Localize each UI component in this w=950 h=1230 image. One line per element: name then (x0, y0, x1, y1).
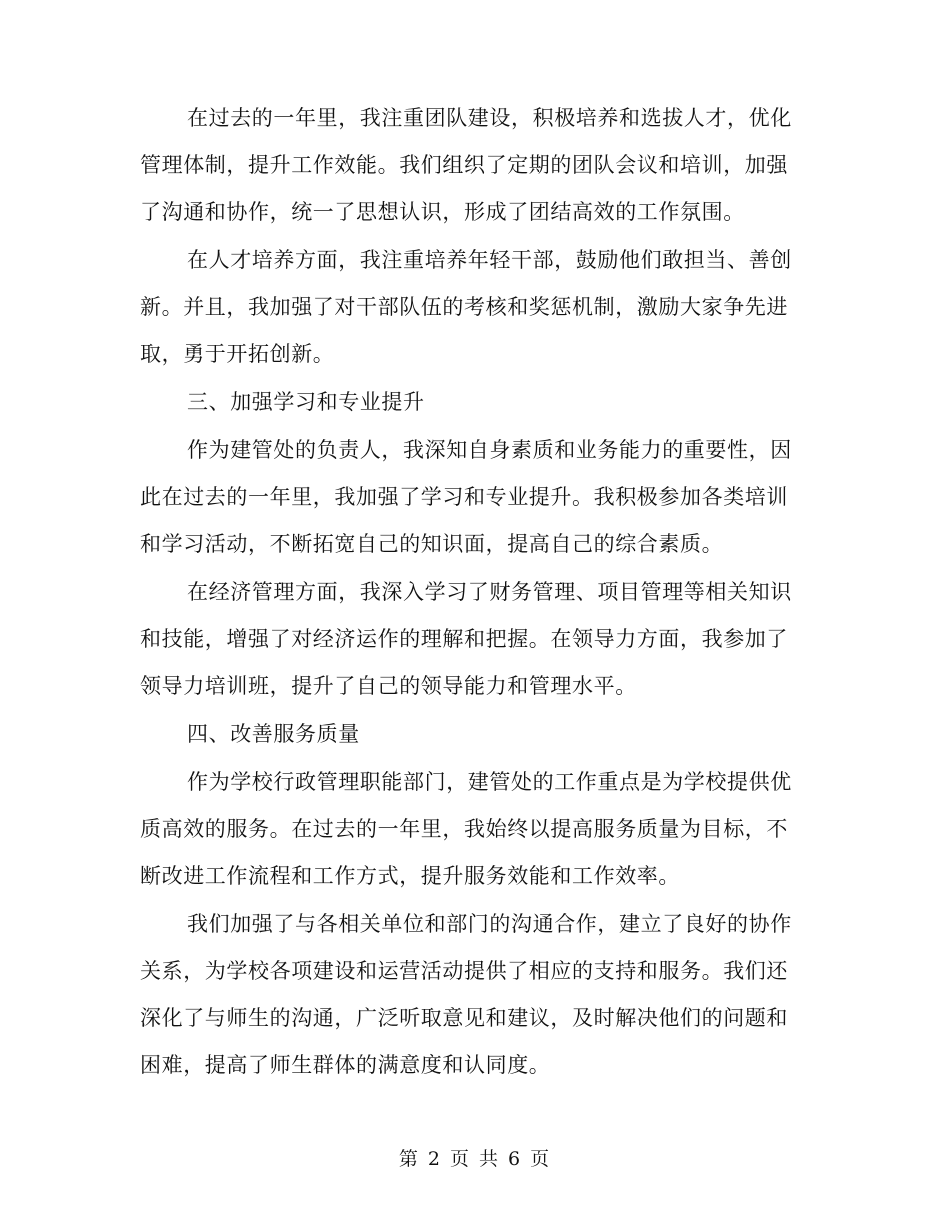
paragraph-economic-management (140, 569, 800, 710)
paragraph-communication-cooperation (140, 901, 800, 1089)
paragraph-line: 质高效的服务。在过去的一年里，我始终以提高服务质量为目标，不 (140, 817, 788, 841)
paragraph-line: 关系，为学校各项建设和运营活动提供了相应的支持和服务。我们还 (140, 959, 788, 983)
paragraph-line: 深化了与师生的沟通，广泛听取意见和建议，及时解决他们的问题和 (140, 1006, 788, 1030)
paragraph-line: 在经济管理方面，我深入学习了财务管理、项目管理等相关知识 (187, 580, 792, 604)
paragraph-study-responsibility (140, 427, 800, 568)
section-heading-4: 四、改善服务质量 (187, 722, 360, 746)
paragraph-line: 新。并且，我加强了对干部队伍的考核和奖惩机制，激励大家争先进 (140, 295, 788, 319)
paragraph-line: 管理体制，提升工作效能。我们组织了定期的团队会议和培训，加强 (140, 153, 788, 177)
paragraph-line: 在人才培养方面，我注重培养年轻干部，鼓励他们敢担当、善创 (187, 248, 792, 272)
document-body (140, 95, 800, 1090)
section-heading-3: 三、加强学习和专业提升 (187, 390, 425, 414)
paragraph-line: 此在过去的一年里，我加强了学习和专业提升。我积极参加各类培训 (140, 485, 788, 509)
paragraph-line: 和学习活动，不断拓宽自己的知识面，提高自己的综合素质。 (140, 532, 724, 556)
page-number-footer: 第 2 页 共 6 页 (398, 1148, 552, 1170)
paragraph-line: 了沟通和协作，统一了思想认识，形成了团结高效的工作氛围。 (140, 200, 745, 224)
paragraph-line: 断改进工作流程和工作方式，提升服务效能和工作效率。 (140, 864, 680, 888)
paragraph-line: 和技能，增强了对经济运作的理解和把握。在领导力方面，我参加了 (140, 627, 788, 651)
paragraph-line: 在过去的一年里，我注重团队建设，积极培养和选拔人才，优化 (187, 106, 792, 130)
paragraph-service-focus (140, 759, 800, 900)
paragraph-line: 我们加强了与各相关单位和部门的沟通合作，建立了良好的协作 (187, 912, 792, 936)
paragraph-line: 作为学校行政管理职能部门，建管处的工作重点是为学校提供优 (187, 770, 792, 794)
paragraph-talent-cultivation (140, 237, 800, 378)
paragraph-team-building (140, 95, 800, 236)
paragraph-line: 困难，提高了师生群体的满意度和认同度。 (140, 1053, 551, 1077)
paragraph-line: 领导力培训班，提升了自己的领导能力和管理水平。 (140, 674, 637, 698)
paragraph-line: 取，勇于开拓创新。 (140, 342, 335, 366)
paragraph-line: 作为建管处的负责人，我深知自身素质和业务能力的重要性，因 (187, 438, 792, 462)
